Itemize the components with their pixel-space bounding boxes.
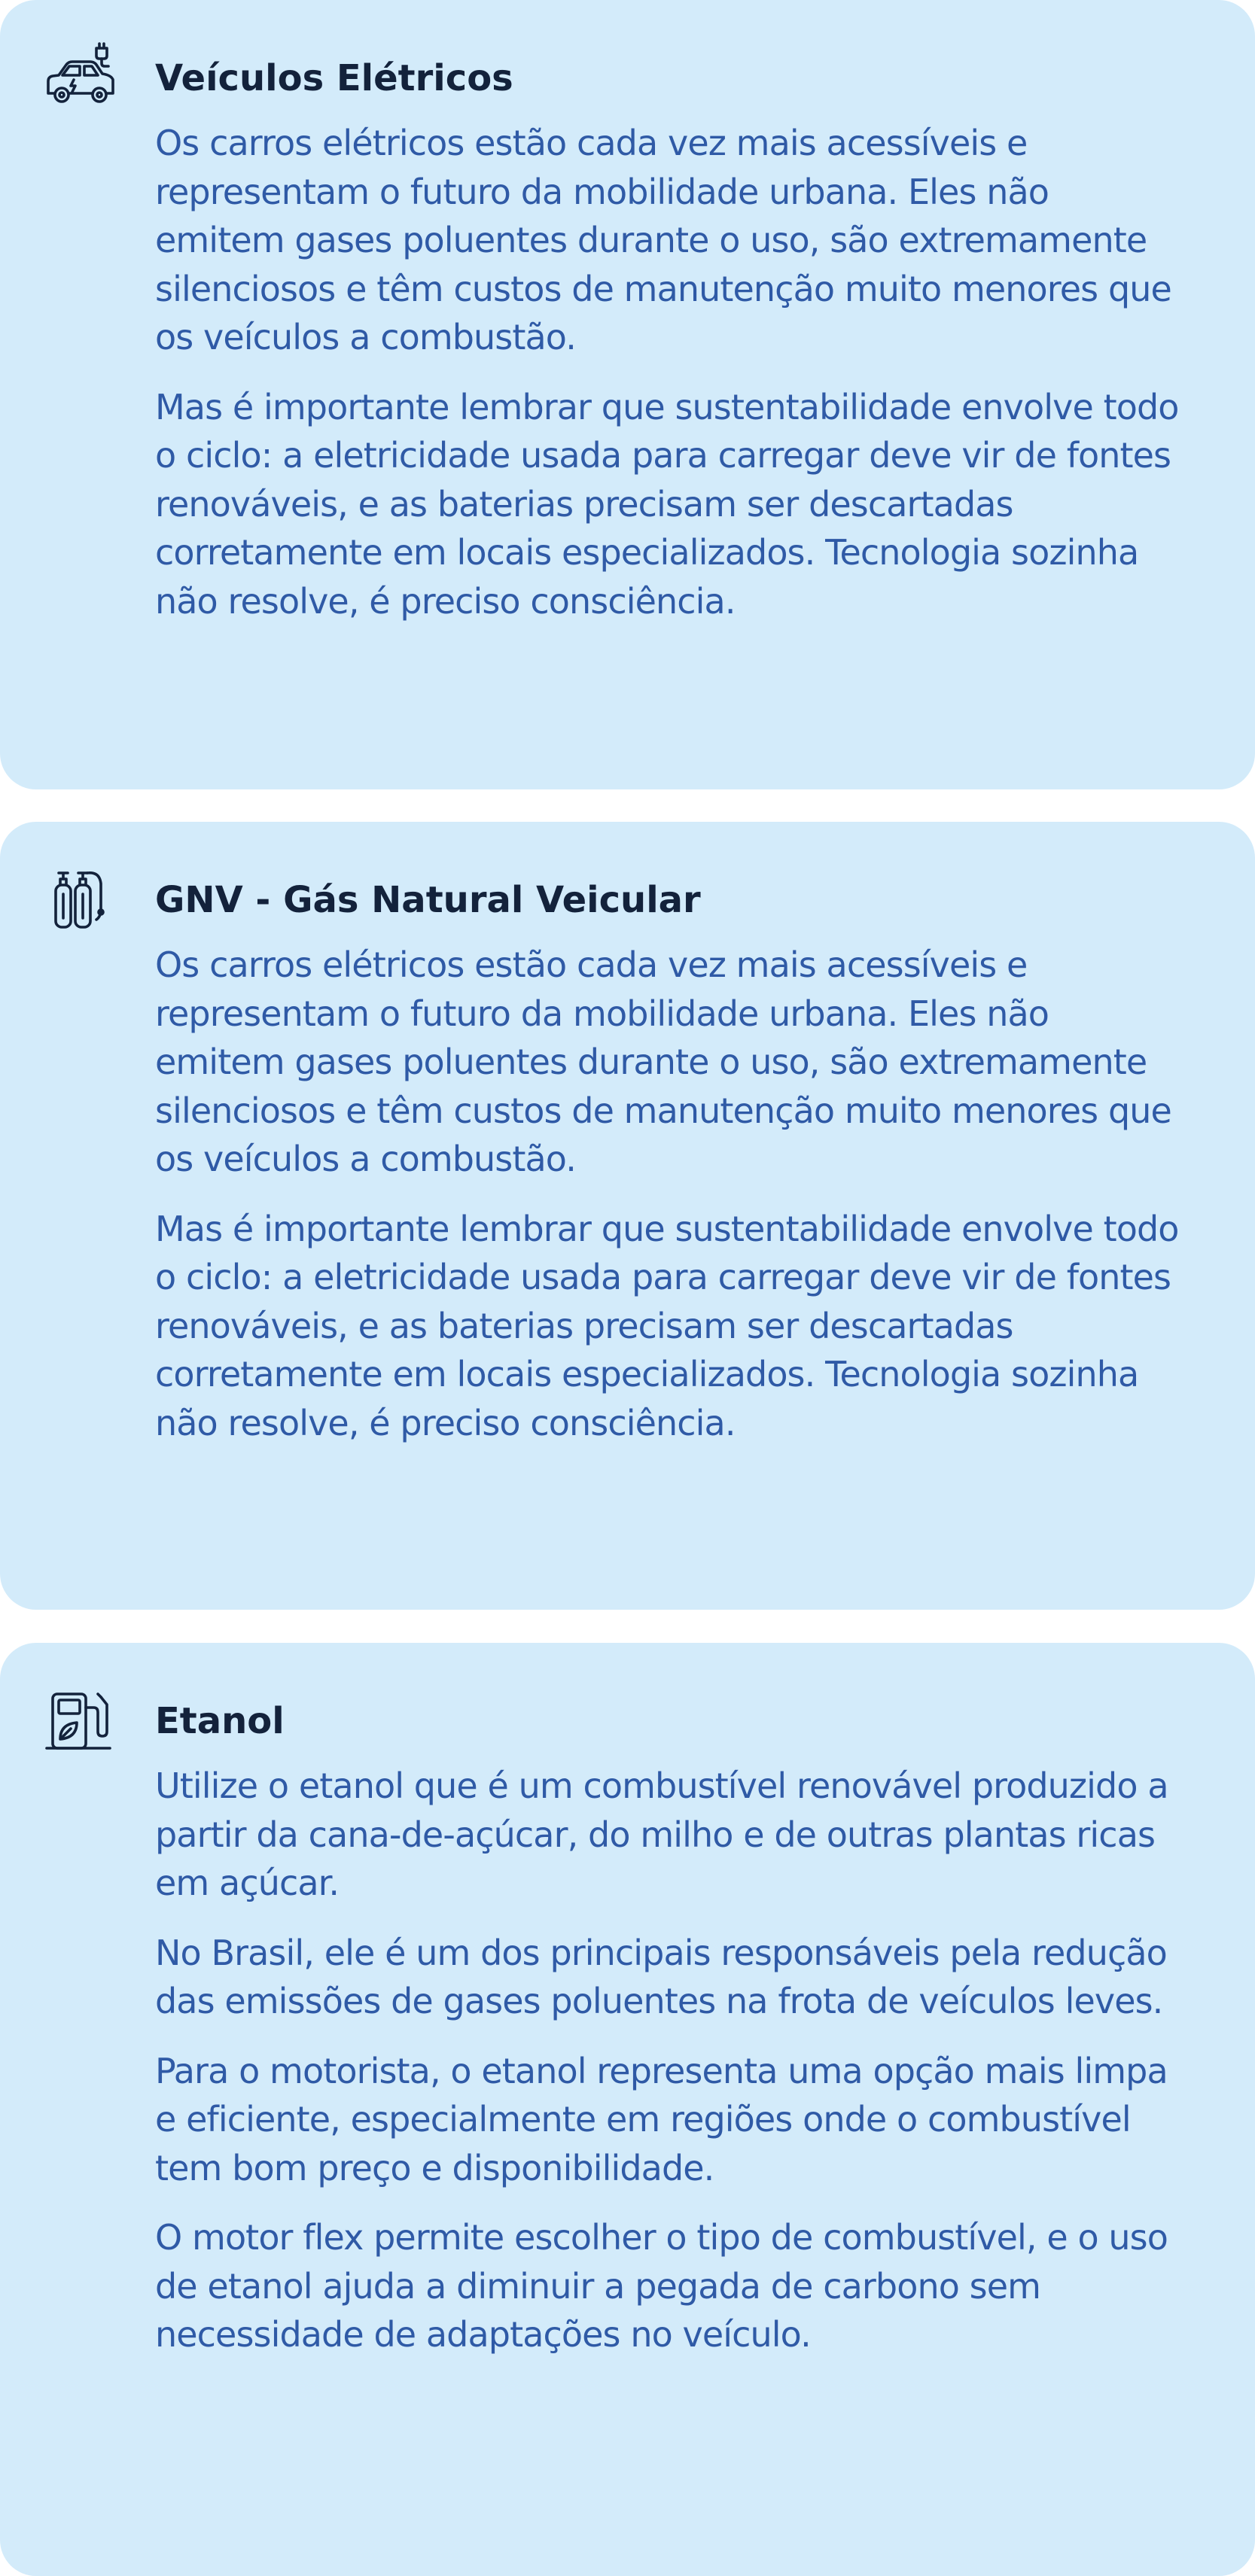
card-paragraph: Para o motorista, o etanol representa uma opção mais limpa e eficiente, especialmente em regiões onde o combustível tem bom preço e disponibilidade. [155,2050,1168,2188]
card-paragraph: Mas é importante lembrar que sustentabilidade envolve todo o ciclo: a eletricidade usada para carregar deve vir de fontes renováveis, e as baterias precisam ser descartadas corretamente em locais especializados. Tecnologia sozinha não resolve, é preciso consciência. [155,386,1179,622]
card-title: GNV - Gás Natural Veicular [155,879,701,921]
card-gnv [0,822,1255,1610]
card-paragraph: Os carros elétricos estão cada vez mais acessíveis e representam o futuro da mobilidade urbana. Eles não emitem gases poluentes durante o uso, são extremamente silenciosos e têm custos de manutenção muito menores que os veículos a combustão. [155,944,1171,1179]
card-paragraph: Os carros elétricos estão cada vez mais acessíveis e representam o futuro da mobilidade urbana. Eles não emitem gases poluentes durante o uso, são extremamente silenciosos e têm custos de manutenção muito menores que os veículos a combustão. [155,123,1171,357]
electric-car-icon [38,35,120,117]
card-title: Veículos Elétricos [155,57,513,99]
card-paragraph: Mas é importante lembrar que sustentabilidade envolve todo o ciclo: a eletricidade usada para carregar deve vir de fontes renováveis, e as baterias precisam ser descartadas corretamente em locais especializados. Tecnologia sozinha não resolve, é preciso consciência. [155,1208,1179,1443]
card-content [155,873,1180,1468]
gas-cylinder-icon [38,856,120,939]
card-content [155,1694,1180,2380]
card-paragraph: O motor flex permite escolher o tipo de combustível, e o uso de etanol ajuda a diminuir a pegada de carbono sem necessidade de adaptações no veículo. [155,2217,1168,2355]
card-ethanol [0,1643,1255,2576]
card-content [155,51,1180,646]
card-paragraph: No Brasil, ele é um dos principais responsáveis pela redução das emissões de gases poluentes na frota de veículos leves. [155,1932,1167,2021]
card-electric-vehicles [0,0,1255,789]
card-paragraph: Utilize o etanol que é um combustível renovável produzido a partir da cana-de-açúcar, do milho e de outras plantas ricas em açúcar. [155,1765,1168,1903]
card-title: Etanol [155,1700,285,1742]
eco-fuel-pump-icon [38,1677,120,1760]
